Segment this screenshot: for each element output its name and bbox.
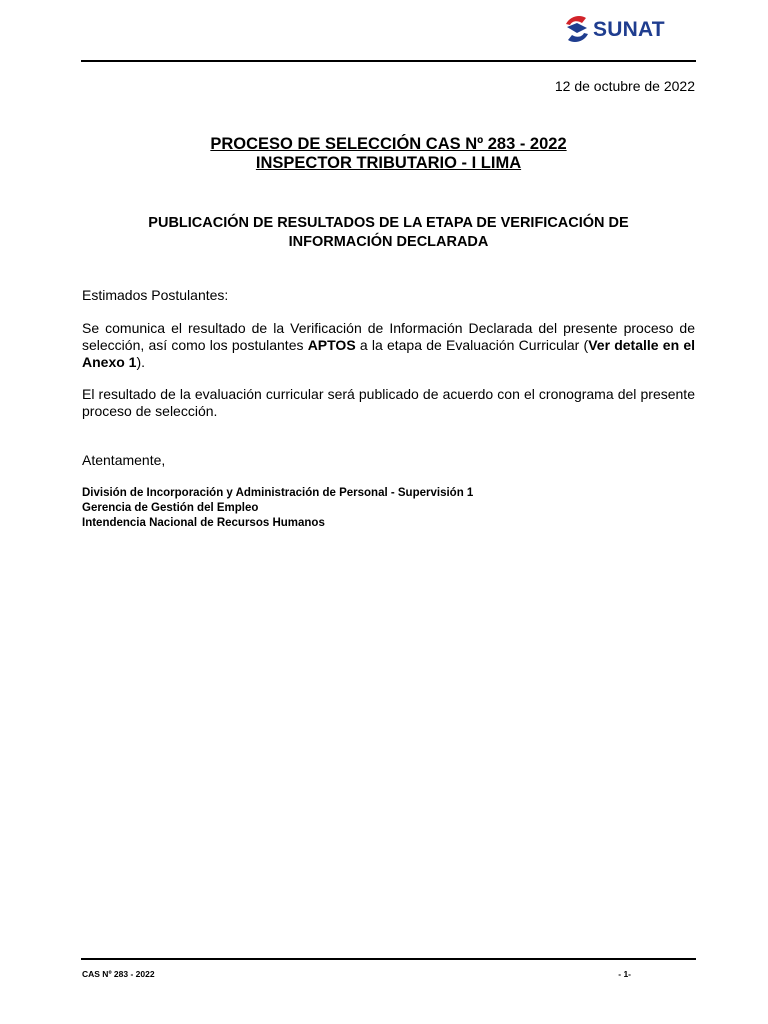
document-subtitle [81, 214, 696, 252]
subtitle-line-2: INFORMACIÓN DECLARADA [288, 234, 489, 250]
footer-reference: CAS Nº 283 - 2022 [82, 969, 155, 979]
para1-text-a: Se comunica el resultado de la Verificación de Información Declarada del presente proceso de selección, así como los postulantes [82, 320, 695, 353]
paragraph-results [82, 320, 695, 371]
signature-line-1: División de Incorporación y Administración de Personal - Supervisión 1 [82, 487, 474, 499]
annex-reference: Ver detalle en el Anexo 1 [82, 337, 695, 370]
sunat-logo-text: SUNAT [593, 17, 665, 41]
closing: Atentamente, [82, 452, 166, 468]
aptos-emphasis: APTOS [307, 337, 356, 353]
sunat-logo [564, 12, 684, 46]
header-divider [81, 60, 696, 62]
greeting: Estimados Postulantes: [82, 287, 229, 303]
footer-divider [81, 958, 696, 960]
para1-text-c: ). [136, 354, 146, 370]
signature-line-2: Gerencia de Gestión del Empleo [82, 502, 259, 514]
title-line-1: PROCESO DE SELECCIÓN CAS Nº 283 - 2022 [210, 135, 567, 153]
paragraph-schedule: El resultado de la evaluación curricular será publicado de acuerdo con el cronograma del presente proceso de selección. [82, 386, 695, 419]
document-title [81, 135, 696, 173]
page-number: - 1- [618, 969, 631, 979]
signature-line-3: Intendencia Nacional de Recursos Humanos [82, 517, 325, 529]
signature-block [82, 486, 473, 531]
document-date: 12 de octubre de 2022 [554, 78, 695, 94]
title-line-2: INSPECTOR TRIBUTARIO - I LIMA [255, 154, 522, 172]
sunat-logo-icon [564, 14, 590, 44]
subtitle-line-1: PUBLICACIÓN DE RESULTADOS DE LA ETAPA DE VERIFICACIÓN DE [148, 215, 629, 231]
para1-text-b: a la etapa de Evaluación Curricular ( [355, 337, 589, 353]
